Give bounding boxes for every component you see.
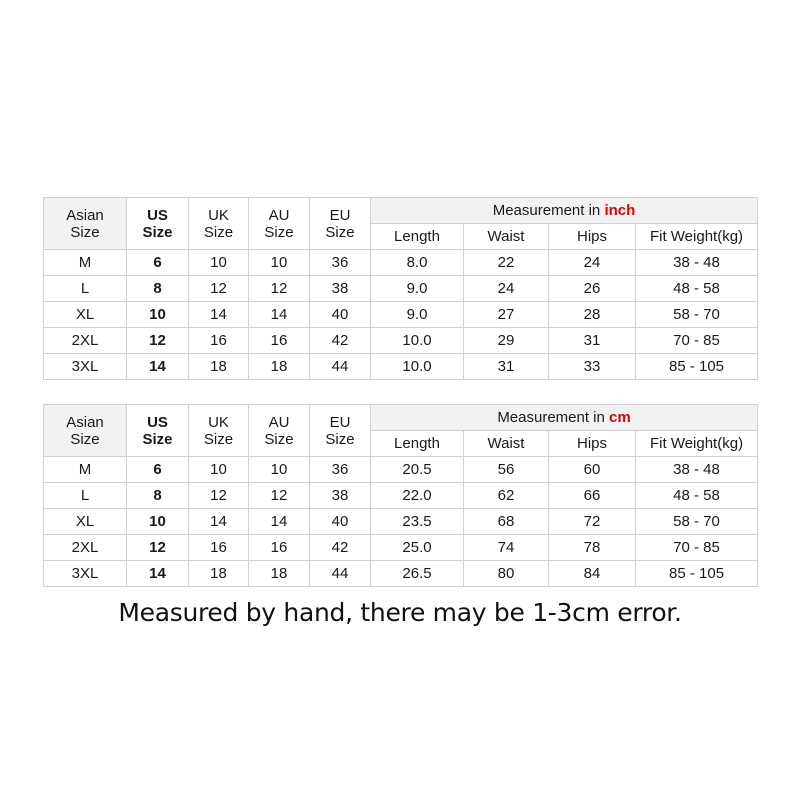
- header-eu-size: EU Size: [310, 405, 371, 457]
- table-row: XL 10 14 14 40 9.0 27 28 58 - 70: [44, 302, 758, 328]
- header-length: Length: [371, 224, 464, 250]
- table-row: 2XL 12 16 16 42 10.0 29 31 70 - 85: [44, 328, 758, 354]
- header-length: Length: [371, 431, 464, 457]
- header-waist: Waist: [464, 431, 549, 457]
- unit-label-cm: cm: [609, 409, 631, 426]
- header-hips: Hips: [549, 431, 636, 457]
- header-uk-size: UK Size: [189, 405, 249, 457]
- table-row: L 8 12 12 38 22.0 62 66 48 - 58: [44, 483, 758, 509]
- measurement-title-inch: Measurement in inch: [371, 198, 758, 224]
- header-us-size: US Size: [127, 198, 189, 250]
- table-row: 3XL 14 18 18 44 26.5 80 84 85 - 105: [44, 561, 758, 587]
- header-au-size: AU Size: [249, 198, 310, 250]
- size-table-inch: [43, 197, 758, 380]
- unit-label-inch: inch: [604, 202, 636, 219]
- measurement-title-cm: Measurement in cm: [371, 405, 758, 431]
- header-waist: Waist: [464, 224, 549, 250]
- header-us-size: US Size: [127, 405, 189, 457]
- header-fit-weight: Fit Weight(kg): [636, 224, 758, 250]
- header-eu-size: EU Size: [310, 198, 371, 250]
- header-hips: Hips: [549, 224, 636, 250]
- measurement-note: Measured by hand, there may be 1-3cm error.: [118, 598, 682, 627]
- table-row: 2XL 12 16 16 42 25.0 74 78 70 - 85: [44, 535, 758, 561]
- table-row: M 6 10 10 36 8.0 22 24 38 - 48: [44, 250, 758, 276]
- header-fit-weight: Fit Weight(kg): [636, 431, 758, 457]
- header-asian-size: Asian Size: [44, 198, 127, 250]
- size-table-cm: [43, 404, 758, 587]
- table-row: M 6 10 10 36 20.5 56 60 38 - 48: [44, 457, 758, 483]
- header-au-size: AU Size: [249, 405, 310, 457]
- table-row: L 8 12 12 38 9.0 24 26 48 - 58: [44, 276, 758, 302]
- header-asian-size: Asian Size: [44, 405, 127, 457]
- table-row: XL 10 14 14 40 23.5 68 72 58 - 70: [44, 509, 758, 535]
- table-row: 3XL 14 18 18 44 10.0 31 33 85 - 105: [44, 354, 758, 380]
- header-uk-size: UK Size: [189, 198, 249, 250]
